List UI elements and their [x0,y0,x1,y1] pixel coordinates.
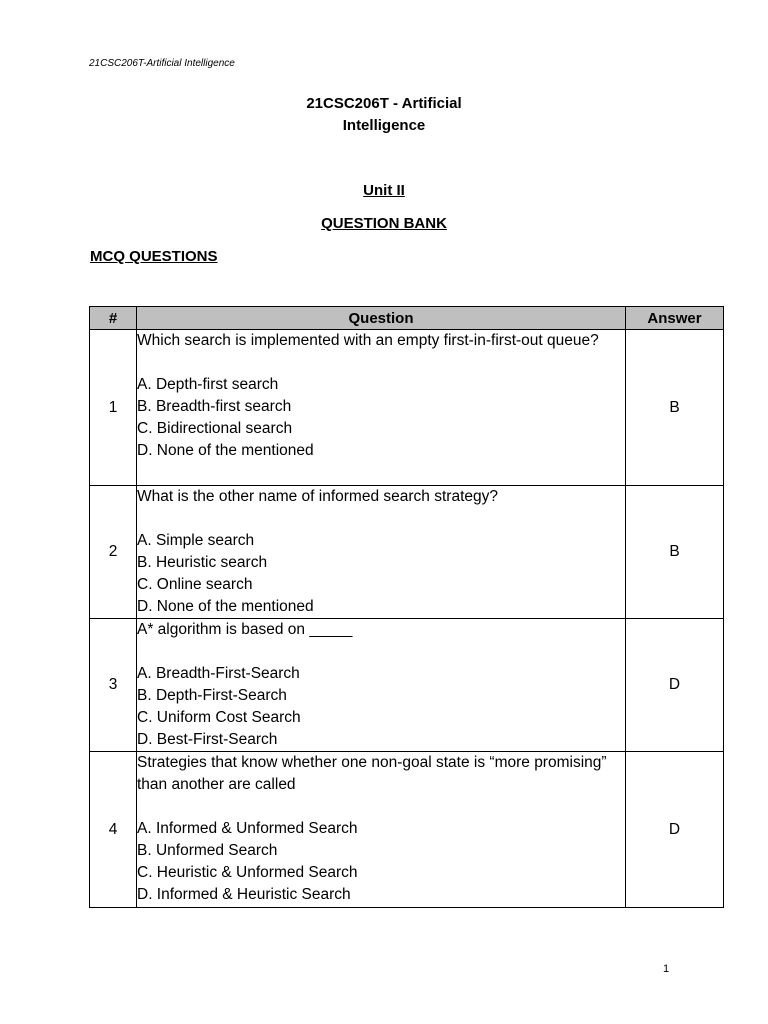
answer-cell: B [626,486,724,619]
option-a: A. Breadth-First-Search [137,665,300,682]
page-number: 1 [663,963,670,975]
option-d: D. None of the mentioned [137,598,314,615]
table-row [90,486,724,619]
option-a: A. Simple search [137,532,255,549]
table-header-row [90,307,724,330]
unit-heading: Unit II [363,182,405,199]
option-b: B. Unformed Search [137,842,278,859]
option-a: A. Informed & Unformed Search [137,820,358,837]
question-cell [137,486,626,619]
option-b: B. Heuristic search [137,554,268,571]
option-b: B. Depth-First-Search [137,687,287,704]
column-header-number: # [90,307,137,330]
option-c: C. Heuristic & Unformed Search [137,864,358,881]
question-number: 3 [90,619,137,752]
question-text: A* algorithm is based on _____ [137,621,353,638]
option-c: C. Online search [137,576,253,593]
answer-cell: B [626,330,724,486]
option-d: D. Best-First-Search [137,731,278,748]
question-table [89,306,724,908]
option-c: C. Uniform Cost Search [137,709,301,726]
question-text: Strategies that know whether one non-goal state is “more promising” than another are called [137,754,607,793]
document-title [0,93,768,137]
column-header-answer: Answer [626,307,724,330]
option-d: D. None of the mentioned [137,442,314,459]
table-row [90,619,724,752]
question-bank-heading: QUESTION BANK [321,215,447,232]
question-number: 2 [90,486,137,619]
table-row [90,752,724,908]
table-row [90,330,724,486]
document-title-line-1: 21CSC206T - Artificial [306,95,462,112]
mcq-section-heading: MCQ QUESTIONS [90,248,218,265]
question-number: 1 [90,330,137,486]
question-text: Which search is implemented with an empty first-in-first-out queue? [137,332,599,349]
question-cell [137,330,626,486]
answer-cell: D [626,619,724,752]
question-cell [137,619,626,752]
document-title-line-2: Intelligence [342,117,426,134]
option-b: B. Breadth-first search [137,398,292,415]
question-cell [137,752,626,908]
option-d: D. Informed & Heuristic Search [137,886,351,903]
question-number: 4 [90,752,137,908]
answer-cell: D [626,752,724,908]
running-header: 21CSC206T-Artificial Intelligence [89,58,235,69]
question-text: What is the other name of informed search strategy? [137,488,498,505]
option-c: C. Bidirectional search [137,420,293,437]
option-a: A. Depth-first search [137,376,279,393]
column-header-question: Question [137,307,626,330]
